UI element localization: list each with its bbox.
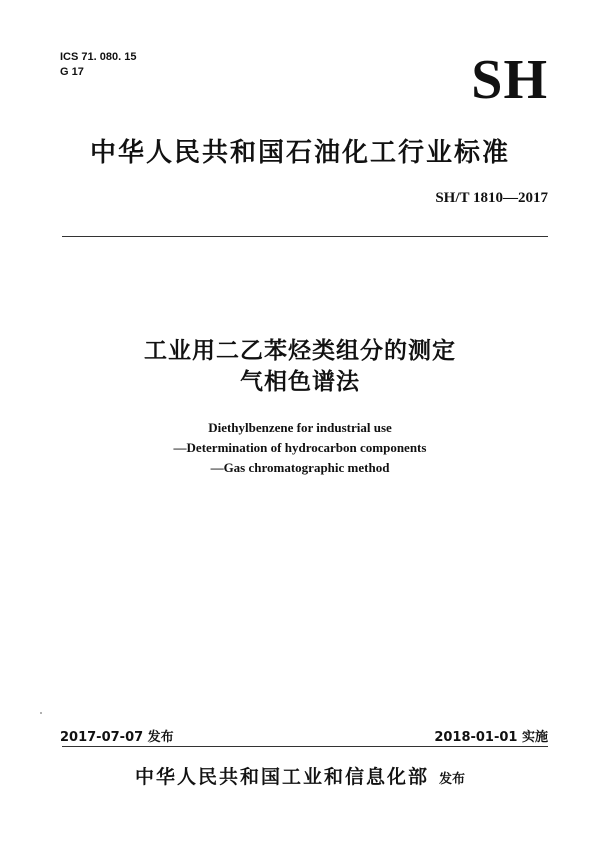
scan-speck [40,712,42,714]
standard-number: SH/T 1810—2017 [435,190,548,206]
chinese-title [0,336,600,398]
standard-name: 中华人民共和国石油化工行业标准 [89,138,510,168]
english-title-line-3: —Gas chromatographic method [210,460,390,475]
publisher [0,762,600,789]
english-title-line-1: Diethylbenzene for industrial use [208,420,392,435]
sh-logo: SH [471,49,548,111]
classification-codes [60,50,136,80]
ccs-code: G 17 [60,66,84,78]
chinese-title-line-1: 工业用二乙苯烃类组分的测定 [144,338,456,364]
ics-code: ICS 71. 080. 15 [60,51,137,63]
chinese-title-line-2: 气相色谱法 [240,369,360,395]
implementation-date: 2018-01-01 实施 [434,730,548,745]
publisher-action: 发布 [439,772,466,787]
english-title [0,418,600,478]
publisher-org: 中华人民共和国工业和信息化部 [134,766,429,788]
issue-date: 2017-07-07 发布 [60,730,174,745]
top-divider [62,236,548,237]
bottom-divider [62,746,548,747]
english-title-line-2: —Determination of hydrocarbon components [173,440,427,455]
